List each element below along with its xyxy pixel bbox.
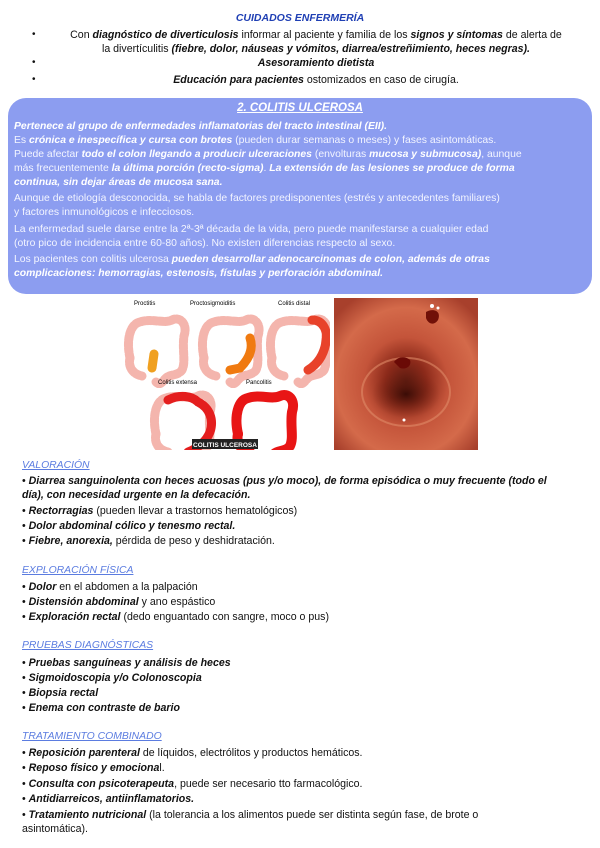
tratamiento-item-4: • Antidiarreicos, antiinflamatorios. [22, 793, 195, 805]
colitis-p3c: continua, sin dejar áreas de mucosa sana. [14, 177, 223, 188]
endoscopy-photo [334, 298, 478, 450]
valoracion-item-4: • Fiebre, anorexia, pérdida de peso y deshidratación. [22, 535, 275, 547]
bullet-dot: • [32, 57, 36, 68]
colitis-title: 2. COLITIS ULCEROSA [237, 102, 363, 114]
valoracion-item-2: • Rectorragias (pueden llevar a trastornos hematológicos) [22, 505, 298, 517]
colon-colitis-distal [270, 319, 327, 384]
colitis-p5b: (otro pico de incidencia entre 60-80 años). No existen diferencias respecto al sexo. [14, 238, 396, 249]
bullet-dot: • [32, 29, 36, 40]
colitis-p6: Los pacientes con colitis ulcerosa pueden desarrollar adenocarcinomas de colon, además de otras [14, 254, 490, 265]
label-pancolitis: Pancolitis [246, 380, 272, 386]
endoscopy-photo-svg [334, 298, 478, 450]
tratamiento-item-3: • Consulta con psicoterapeuta, puede ser necesario tto farmacológico. [22, 778, 363, 790]
colitis-p4a: Aunque de etiología desconocida, se habla de factores predisponentes (estrés y antecedentes familiares) [14, 193, 500, 204]
valoracion-item-3: • Dolor abdominal cólico y tenesmo rectal. [22, 520, 236, 532]
label-proctitis: Proctitis [134, 301, 156, 307]
nursing-care-heading: CUIDADOS ENFERMERÍA [235, 12, 365, 24]
colitis-p3b: más frecuentemente la última porción (recto-sigma). La extensión de las lesiones se produce de forma [14, 163, 515, 174]
bullet-dot: • [32, 74, 36, 85]
tratamiento-item-5b: asintomática). [22, 823, 88, 835]
label-colitis-distal: Colitis distal [278, 301, 311, 307]
colitis-p1: Pertenece al grupo de enfermedades inflamatorias del tracto intestinal (EII). [14, 121, 388, 132]
affected-segment-proctitis [152, 354, 154, 368]
colitis-p6b: complicaciones: hemorragias, estenosis, fístulas y perforación abdominal. [14, 268, 383, 279]
tratamiento-item-1: • Reposición parenteral de líquidos, electrólitos y productos hemáticos. [22, 747, 363, 759]
document-page: CUIDADOS ENFERMERÍA • Con diagnóstico de diverticulosis informar al paciente y familia de los signos y síntomas de alerta de la divertículitis (fiebre, dolor, náuseas y vómitos, diarrea/estreñimiento, heces negras). • Asesoramiento dietista • Educación para pacientes ostomizados en caso de cirugía. 2. COLITIS ULCEROSA Pertenece al grupo de enfermedades inflamatorias del tracto intestinal (EII). Es crónica e inespecífica y cursa con brotes (pueden durar semanas o meses) y fases asintomáticas. Puede afectar todo el colon llegando a producir ulceraciones (envolturas mucosa y submucosa), aunque más frecuentemente la última porción (recto-sigma). La extensión de las lesiones se produce de forma continua, sin dejar áreas de mucosa sana. Aunque de etiología desconocida, se habla de factores predisponentes (estrés y antecedentes familiares) y factores inmunológicos e infecciosos. La enfermedad suele darse entre la 2ª-3ª década de la vida, pero puede manifestarse a cualquier edad (otro pico de incidencia entre 60-80 años). No existen diferencias respecto al sexo. Los pacientes con colitis ulcerosa pueden desarrollar adenocarcinomas de colon, además de otras complicaciones: hemorragias, estenosis, fístulas y perforación abdominal. Proctitis Proctosigmoiditis Colitis distal Colitis extensa Pancolitis COLITIS ULCEROSA VALORACIÓN • Diarrea sanguinolenta con heces acuosas (pus y/o moco), de forma episódica o muy frecuente (todo el día), con necesidad urgente en la defecación. • Rectorragias (pueden llevar a trastornos hematológicos) • Dolor abdominal cólico y tenesmo rectal. • Fiebre, anorexia, pérdida de peso y deshidratación. EXPLORACIÓN FÍSICA • Dolor en el abdomen a la palpación • Distensión abdominal y ano espástico • Exploración rectal (dedo enguantado con sangre, moco o pus) PRUEBAS DIAGNÓSTICAS • Pruebas sanguíneas y análisis de heces • Sigmoidoscopia y/o Colonoscopia • Biopsia rectal • Enema con contraste de bario TRATAMIENTO COMBINADO • Reposición parenteral de líquidos, electrólitos y productos hemáticos. • Reposo físico y emocional. • Consulta con psicoterapeuta, puede ser necesario tto farmacológico. • Antidiarreicos, antiinflamatorios. • Tratamiento nutricional (la tolerancia a los alimentos puede ser distinta según fase, de brote o asintomática). [0, 0, 600, 848]
tratamiento-item-5: • Tratamiento nutricional (la tolerancia a los alimentos puede ser distinta según fase, de brote o [22, 809, 479, 821]
exploracion-item-2: • Distensión abdominal y ano espástico [22, 596, 216, 608]
colitis-p4b: y factores inmunológicos e infecciosos. [14, 207, 195, 218]
pruebas-item-4: • Enema con contraste de bario [22, 702, 180, 714]
label-colitis-extensa: Colitis extensa [158, 380, 198, 386]
figure-caption: COLITIS ULCEROSA [193, 442, 257, 449]
label-proctosigmoiditis: Proctosigmoiditis [190, 301, 236, 307]
pruebas-item-2: • Sigmoidoscopia y/o Colonoscopia [22, 672, 202, 684]
valoracion-item-1: • Diarrea sanguinolenta con heces acuosas (pus y/o moco), de forma episódica o muy frecuente (todo el [22, 475, 547, 487]
exploracion-item-3: • Exploración rectal (dedo enguantado con sangre, moco o pus) [22, 611, 330, 623]
colitis-info-box [8, 98, 592, 294]
colitis-p2: Es crónica e inespecífica y cursa con brotes (pueden durar semanas o meses) y fases asintomáticas. [14, 135, 497, 146]
tratamiento-heading: TRATAMIENTO COMBINADO [22, 731, 162, 742]
pruebas-item-3: • Biopsia rectal [22, 687, 99, 699]
exploracion-heading: EXPLORACIÓN FÍSICA [22, 565, 134, 576]
exploracion-item-1: • Dolor en el abdomen a la palpación [22, 581, 198, 593]
colitis-p5a: La enfermedad suele darse entre la 2ª-3ª década de la vida, pero puede manifestarse a cualquier edad [14, 224, 489, 235]
affected-segment-proctosigmoiditis [230, 338, 251, 370]
colon-diagram-svg [118, 298, 330, 450]
valoracion-heading: VALORACIÓN [22, 460, 90, 471]
colitis-p3: Puede afectar todo el colon llegando a producir ulceraciones (envolturas mucosa y submucosa), aunque [14, 149, 522, 160]
pruebas-heading: PRUEBAS DIAGNÓSTICAS [22, 640, 154, 651]
colitis-extent-diagram [118, 298, 330, 450]
tratamiento-item-2: • Reposo físico y emocional. [22, 762, 165, 774]
pruebas-item-1: • Pruebas sanguíneas y análisis de heces [22, 657, 231, 669]
valoracion-item-1b: día), con necesidad urgente en la defecación. [22, 489, 251, 501]
